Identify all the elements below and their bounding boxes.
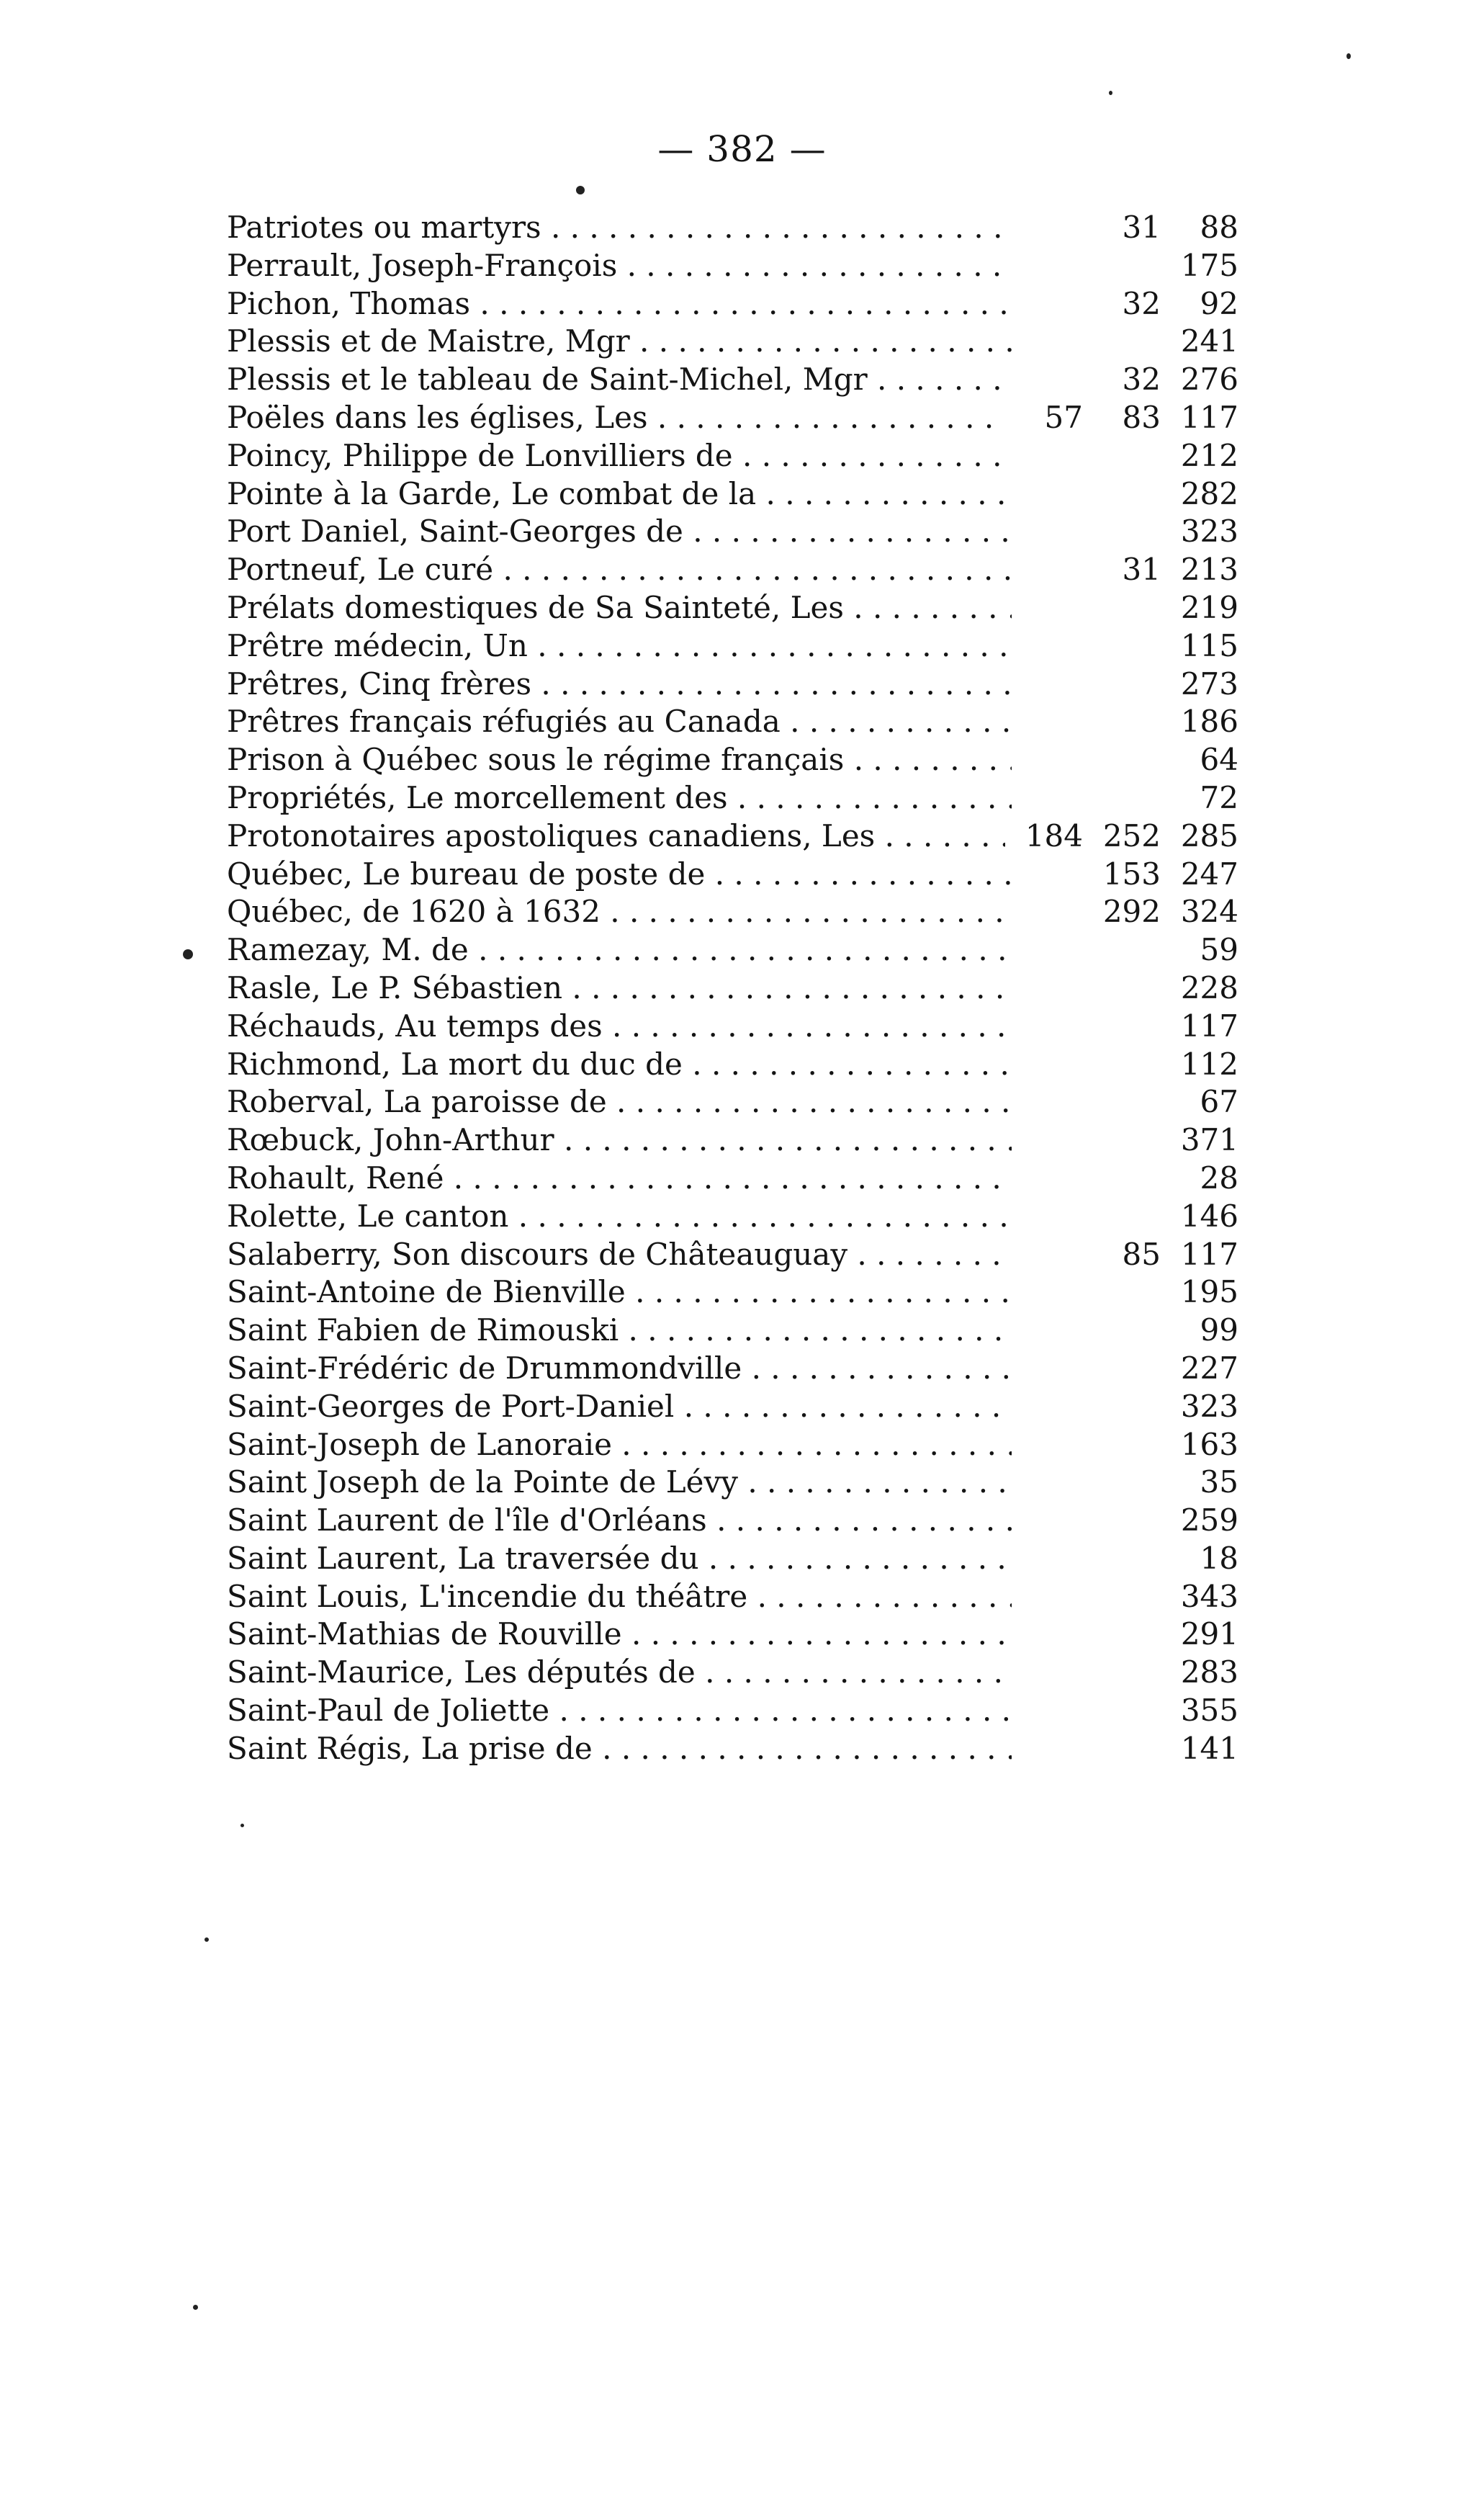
scan-speck xyxy=(1109,91,1112,95)
entry-pages xyxy=(1161,703,1238,741)
entry-pages xyxy=(1161,1273,1238,1312)
entry-pages xyxy=(1161,1198,1238,1236)
page-reference: 117 xyxy=(1180,1008,1238,1044)
index-entry xyxy=(227,361,1238,399)
page-reference: 186 xyxy=(1180,704,1238,740)
index-entry xyxy=(227,399,1238,437)
index-entry xyxy=(227,1083,1238,1121)
scan-speck xyxy=(1346,53,1351,59)
index-entry xyxy=(227,1616,1238,1654)
page-reference: 247 xyxy=(1180,856,1238,892)
entry-pages xyxy=(1083,361,1238,399)
page-reference: 92 xyxy=(1200,285,1238,321)
entry-label: Saint Régis, La prise de . . . xyxy=(227,1730,1012,1768)
page-reference: 59 xyxy=(1200,932,1238,968)
scan-speck xyxy=(204,1937,209,1942)
index-entry xyxy=(227,285,1238,323)
entry-pages xyxy=(1005,399,1238,437)
page-reference: 117 xyxy=(1180,1236,1238,1272)
entry-pages xyxy=(1161,1616,1238,1654)
entry-label: Ramezay, M. de . . . xyxy=(227,931,1012,969)
page-reference: 371 xyxy=(1180,1122,1238,1158)
page-reference: 67 xyxy=(1200,1084,1238,1120)
index-entry xyxy=(227,1046,1238,1084)
page-reference: 292 xyxy=(1102,894,1161,930)
entry-label: Saint Fabien de Rimouski . . . xyxy=(227,1312,1012,1350)
page-reference: 285 xyxy=(1180,817,1238,853)
index-entry xyxy=(227,1464,1238,1502)
entry-label: Réchauds, Au temps des . . . xyxy=(227,1008,1012,1046)
index-entry xyxy=(227,1121,1238,1160)
scan-speck xyxy=(183,949,193,959)
index-entry xyxy=(227,437,1238,475)
page-reference: 28 xyxy=(1200,1160,1238,1196)
entry-label: Roberval, La paroisse de . . . xyxy=(227,1083,1012,1121)
index-entry xyxy=(227,1502,1238,1540)
entry-pages xyxy=(1161,1160,1238,1198)
entry-pages xyxy=(1083,1236,1238,1274)
index-entry xyxy=(227,323,1238,361)
entry-pages xyxy=(1161,969,1238,1008)
entry-pages xyxy=(1161,1502,1238,1540)
index-entry xyxy=(227,589,1238,627)
index-entry xyxy=(227,1312,1238,1350)
page-reference: 282 xyxy=(1180,475,1238,511)
entry-label: Rolette, Le canton . . . xyxy=(227,1198,1012,1236)
page-reference: 88 xyxy=(1200,210,1238,245)
index-entry xyxy=(227,1692,1238,1730)
page-reference: 31 xyxy=(1122,552,1161,588)
page-reference: 273 xyxy=(1180,666,1238,702)
entry-pages xyxy=(1161,589,1238,627)
entry-label: Saint Laurent, La traversée du . . . xyxy=(227,1540,1012,1578)
entry-pages xyxy=(1161,513,1238,551)
entry-pages xyxy=(1161,741,1238,779)
page-reference: 112 xyxy=(1180,1046,1238,1082)
entry-pages xyxy=(1161,1046,1238,1084)
entry-label: Saint-Maurice, Les députés de . . . xyxy=(227,1654,1012,1692)
page-reference: 324 xyxy=(1180,894,1238,930)
entry-label: Plessis et le tableau de Saint-Michel, Mgr . . . xyxy=(227,361,1012,399)
index-entry xyxy=(227,513,1238,551)
page-reference: 241 xyxy=(1180,323,1238,359)
page-reference: 175 xyxy=(1180,247,1238,283)
page-reference: 184 xyxy=(1025,817,1083,853)
entry-label: Saint-Mathias de Rouville . . . xyxy=(227,1616,1012,1654)
index-entry xyxy=(227,741,1238,779)
page-reference: 227 xyxy=(1180,1350,1238,1386)
index-entry xyxy=(227,1198,1238,1236)
entry-pages xyxy=(1161,666,1238,704)
index-entry xyxy=(227,247,1238,285)
index-entry xyxy=(227,1236,1238,1274)
entry-pages xyxy=(1161,1730,1238,1768)
page-reference: 146 xyxy=(1180,1198,1238,1234)
entry-pages xyxy=(1005,817,1238,856)
entry-label: Pointe à la Garde, Le combat de la . . . xyxy=(227,475,1012,514)
entry-label: Prêtres, Cinq frères . . . xyxy=(227,666,1012,704)
page-reference: 35 xyxy=(1200,1464,1238,1500)
entry-pages xyxy=(1083,893,1238,931)
entry-label: Rasle, Le P. Sébastien . . . xyxy=(227,969,1012,1008)
scan-speck xyxy=(240,1824,244,1827)
entry-label: Québec, de 1620 à 1632 . . . xyxy=(227,893,1012,931)
entry-label: Saint-Antoine de Bienville . . . xyxy=(227,1273,1012,1312)
entry-label: Saint Laurent de l'île d'Orléans . . . xyxy=(227,1502,1012,1540)
page-reference: 283 xyxy=(1180,1654,1238,1690)
entry-label: Prêtre médecin, Un . . . xyxy=(227,627,1012,666)
page-reference: 163 xyxy=(1180,1426,1238,1462)
page-reference: 83 xyxy=(1122,399,1161,435)
page-reference: 291 xyxy=(1180,1616,1238,1652)
index-entry xyxy=(227,893,1238,931)
entry-pages xyxy=(1161,1008,1238,1046)
entry-label: Poincy, Philippe de Lonvilliers de . . . xyxy=(227,437,1012,475)
page-reference: 195 xyxy=(1180,1274,1238,1310)
entry-label: Plessis et de Maistre, Mgr . . . xyxy=(227,323,1012,361)
page-reference: 343 xyxy=(1180,1578,1238,1614)
entry-label: Patriotes ou martyrs . . . xyxy=(227,209,1012,247)
index-entry xyxy=(227,931,1238,969)
page-number: — 382 — xyxy=(657,128,827,170)
entry-pages xyxy=(1083,856,1238,894)
entry-label: Poëles dans les églises, Les . . . xyxy=(227,399,1012,437)
index-entry xyxy=(227,969,1238,1008)
entry-pages xyxy=(1161,1692,1238,1730)
index-entry xyxy=(227,1273,1238,1312)
page-reference: 213 xyxy=(1180,552,1238,588)
entry-label: Prêtres français réfugiés au Canada . . . xyxy=(227,703,1012,741)
entry-pages xyxy=(1161,1540,1238,1578)
entry-pages xyxy=(1161,1578,1238,1616)
page-reference: 219 xyxy=(1180,589,1238,625)
entry-pages xyxy=(1161,247,1238,285)
page-reference: 32 xyxy=(1122,285,1161,321)
entry-label: Saint Louis, L'incendie du théâtre . . . xyxy=(227,1578,1012,1616)
page-reference: 276 xyxy=(1180,362,1238,398)
entry-pages xyxy=(1161,1426,1238,1464)
index-entry xyxy=(227,1160,1238,1198)
page-reference: 228 xyxy=(1180,969,1238,1005)
entry-pages xyxy=(1161,323,1238,361)
index-entry xyxy=(227,817,1238,856)
entry-label: Prison à Québec sous le régime français . . . xyxy=(227,741,1012,779)
index-entry xyxy=(227,209,1238,247)
entry-pages xyxy=(1161,1121,1238,1160)
entry-label: Saint-Frédéric de Drummondville . . . xyxy=(227,1350,1012,1388)
index-entry xyxy=(227,627,1238,666)
entry-label: Salaberry, Son discours de Châteauguay . . . xyxy=(227,1236,1012,1274)
page-reference: 72 xyxy=(1200,779,1238,815)
page-reference: 117 xyxy=(1180,399,1238,435)
entry-pages xyxy=(1083,209,1238,247)
index-entry xyxy=(227,856,1238,894)
entry-label: Port Daniel, Saint-Georges de . . . xyxy=(227,513,1012,551)
index-entry xyxy=(227,1578,1238,1616)
page-reference: 355 xyxy=(1180,1693,1238,1729)
entry-label: Rœbuck, John-Arthur . . . xyxy=(227,1121,1012,1160)
page-reference: 323 xyxy=(1180,514,1238,550)
entry-pages xyxy=(1161,1083,1238,1121)
entry-pages xyxy=(1161,475,1238,514)
index-entry xyxy=(227,1350,1238,1388)
entry-label: Pichon, Thomas . . . xyxy=(227,285,1012,323)
page-reference: 115 xyxy=(1180,627,1238,663)
entry-pages xyxy=(1161,779,1238,817)
page-reference: 252 xyxy=(1102,817,1161,853)
page-reference: 85 xyxy=(1122,1236,1161,1272)
index-list xyxy=(227,209,1238,1768)
page-reference: 212 xyxy=(1180,437,1238,473)
index-entry xyxy=(227,1388,1238,1426)
entry-pages xyxy=(1161,1654,1238,1692)
entry-label: Perrault, Joseph-François . . . xyxy=(227,247,1012,285)
index-entry xyxy=(227,551,1238,589)
page-reference: 18 xyxy=(1200,1540,1238,1576)
index-entry xyxy=(227,1540,1238,1578)
entry-label: Saint Joseph de la Pointe de Lévy . . . xyxy=(227,1464,1012,1502)
entry-pages xyxy=(1161,1312,1238,1350)
entry-pages xyxy=(1083,551,1238,589)
entry-label: Saint-Joseph de Lanoraie . . . xyxy=(227,1426,1012,1464)
page-reference: 141 xyxy=(1180,1730,1238,1766)
index-entry xyxy=(227,666,1238,704)
page-reference: 99 xyxy=(1200,1312,1238,1348)
scan-speck xyxy=(576,186,585,194)
entry-label: Protonotaires apostoliques canadiens, Les . . . xyxy=(227,817,1012,856)
index-entry xyxy=(227,475,1238,514)
entry-pages xyxy=(1161,1350,1238,1388)
index-entry xyxy=(227,1730,1238,1768)
index-entry xyxy=(227,1654,1238,1692)
index-entry xyxy=(227,703,1238,741)
entry-label: Portneuf, Le curé . . . xyxy=(227,551,1012,589)
page-reference: 153 xyxy=(1102,856,1161,892)
page-reference: 31 xyxy=(1122,210,1161,245)
entry-pages xyxy=(1161,1388,1238,1426)
entry-pages xyxy=(1161,931,1238,969)
entry-label: Richmond, La mort du duc de . . . xyxy=(227,1046,1012,1084)
page-reference: 57 xyxy=(1044,399,1083,435)
entry-pages xyxy=(1161,1464,1238,1502)
page-reference: 259 xyxy=(1180,1502,1238,1538)
index-entry xyxy=(227,779,1238,817)
entry-label: Saint-Georges de Port-Daniel . . . xyxy=(227,1388,1012,1426)
entry-label: Québec, Le bureau de poste de . . . xyxy=(227,856,1012,894)
entry-pages xyxy=(1161,627,1238,666)
entry-label: Saint-Paul de Joliette . . . xyxy=(227,1692,1012,1730)
page-reference: 323 xyxy=(1180,1388,1238,1424)
entry-label: Rohault, René . . . xyxy=(227,1160,1012,1198)
page-reference: 32 xyxy=(1122,362,1161,398)
entry-label: Propriétés, Le morcellement des . . . xyxy=(227,779,1012,817)
entry-pages xyxy=(1083,285,1238,323)
entry-pages xyxy=(1161,437,1238,475)
index-entry xyxy=(227,1008,1238,1046)
page-reference: 64 xyxy=(1200,742,1238,778)
entry-label: Prélats domestiques de Sa Sainteté, Les . . . xyxy=(227,589,1012,627)
scan-speck xyxy=(193,2305,198,2310)
index-entry xyxy=(227,1426,1238,1464)
